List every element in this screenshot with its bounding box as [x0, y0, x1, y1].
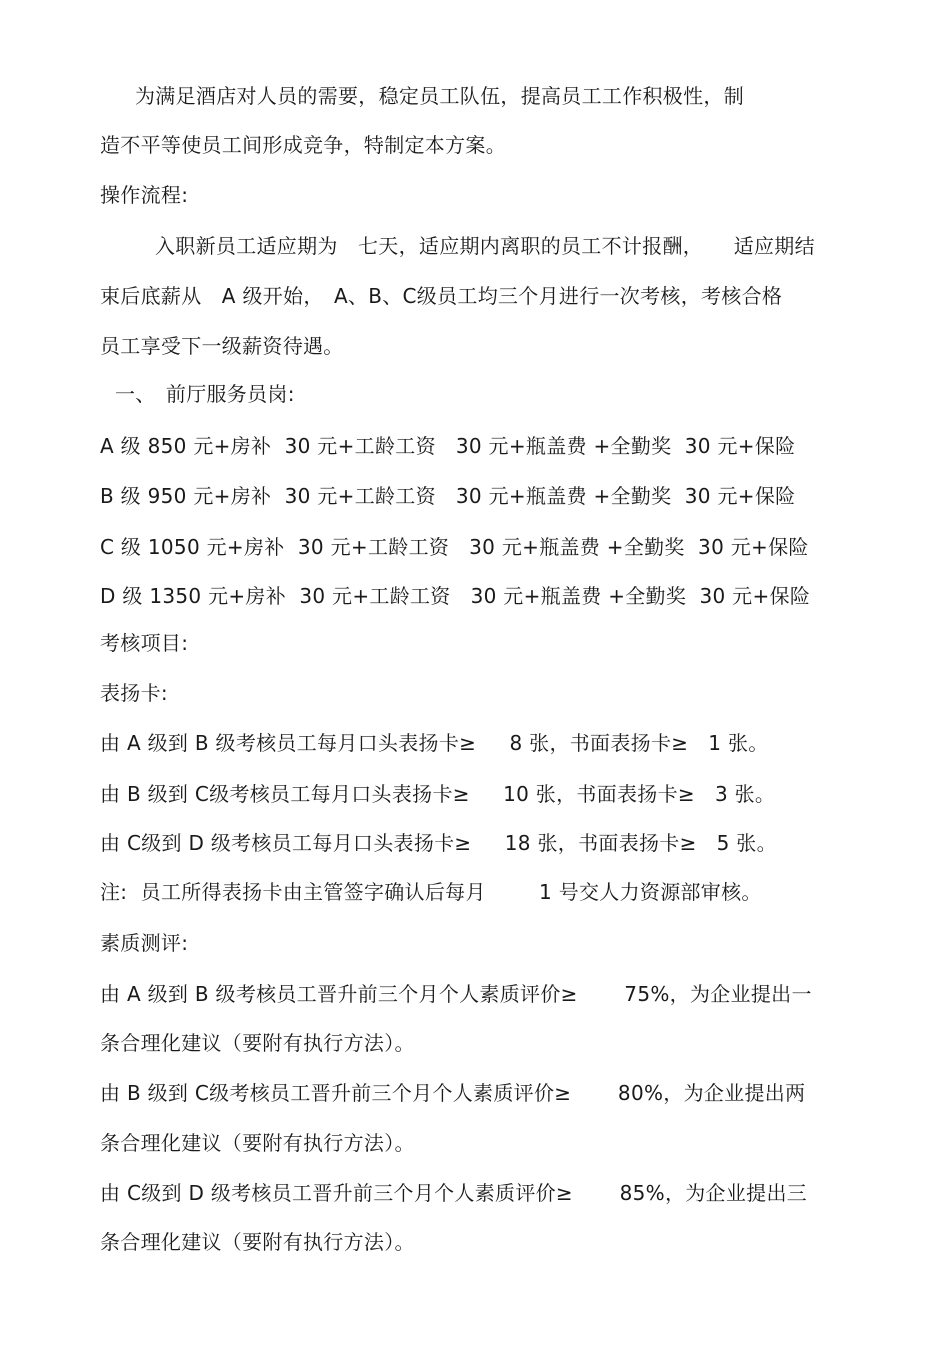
grade-a-line: A 级 850 元+房补 30 元+工龄工资 30 元+瓶盖费 +全勤奖 30 元+保险 [100, 434, 796, 458]
process-line-3: 员工享受下一级薪资待遇。 [100, 334, 344, 358]
quality-item-3: 由 C级到 D 级考核员工晋升前三个月个人素质评价≥ 85%，为企业提出三 [100, 1181, 808, 1205]
process-line-1: 入职新员工适应期为 七天，适应期内离职的员工不计报酬， 适应期结 [155, 234, 815, 258]
quality-item-2: 由 B 级到 C级考核员工晋升前三个月个人素质评价≥ 80%，为企业提出两 [100, 1081, 806, 1105]
praise-item-1: 由 A 级到 B 级考核员工每月口头表扬卡≥ 8 张，书面表扬卡≥ 1 张。 [100, 731, 769, 755]
intro-line-2: 造不平等使员工间形成竞争，特制定本方案。 [100, 133, 506, 157]
grade-b-line: B 级 950 元+房补 30 元+工龄工资 30 元+瓶盖费 +全勤奖 30 元+保险 [100, 484, 796, 508]
praise-item-3: 由 C级到 D 级考核员工每月口头表扬卡≥ 18 张，书面表扬卡≥ 5 张。 [100, 831, 777, 855]
quality-item-1: 由 A 级到 B 级考核员工晋升前三个月个人素质评价≥ 75%，为企业提出一 [100, 982, 812, 1006]
praise-item-2: 由 B 级到 C级考核员工每月口头表扬卡≥ 10 张，书面表扬卡≥ 3 张。 [100, 782, 776, 806]
process-heading: 操作流程: [100, 183, 189, 207]
assessment-heading: 考核项目: [100, 631, 189, 655]
quality-heading: 素质测评: [100, 931, 189, 955]
praise-heading: 表扬卡: [100, 681, 168, 705]
section1-heading: 一、 前厅服务员岗: [115, 382, 295, 406]
intro-line-1: 为满足酒店对人员的需要，稳定员工队伍，提高员工工作积极性，制 [135, 84, 744, 108]
grade-c-line: C 级 1050 元+房补 30 元+工龄工资 30 元+瓶盖费 +全勤奖 30 元+保险 [100, 535, 809, 559]
quality-item-2-cont: 条合理化建议（要附有执行方法）。 [100, 1131, 415, 1155]
quality-item-1-cont: 条合理化建议（要附有执行方法）。 [100, 1031, 415, 1055]
process-line-2: 束后底薪从 A 级开始， A、B、C级员工均三个月进行一次考核，考核合格 [100, 284, 783, 308]
grade-d-line: D 级 1350 元+房补 30 元+工龄工资 30 元+瓶盖费 +全勤奖 30 元+保险 [100, 584, 811, 608]
note-line: 注: 员工所得表扬卡由主管签字确认后每月 1 号交人力资源部审核。 [100, 880, 762, 904]
quality-item-3-cont: 条合理化建议（要附有执行方法）。 [100, 1230, 415, 1254]
